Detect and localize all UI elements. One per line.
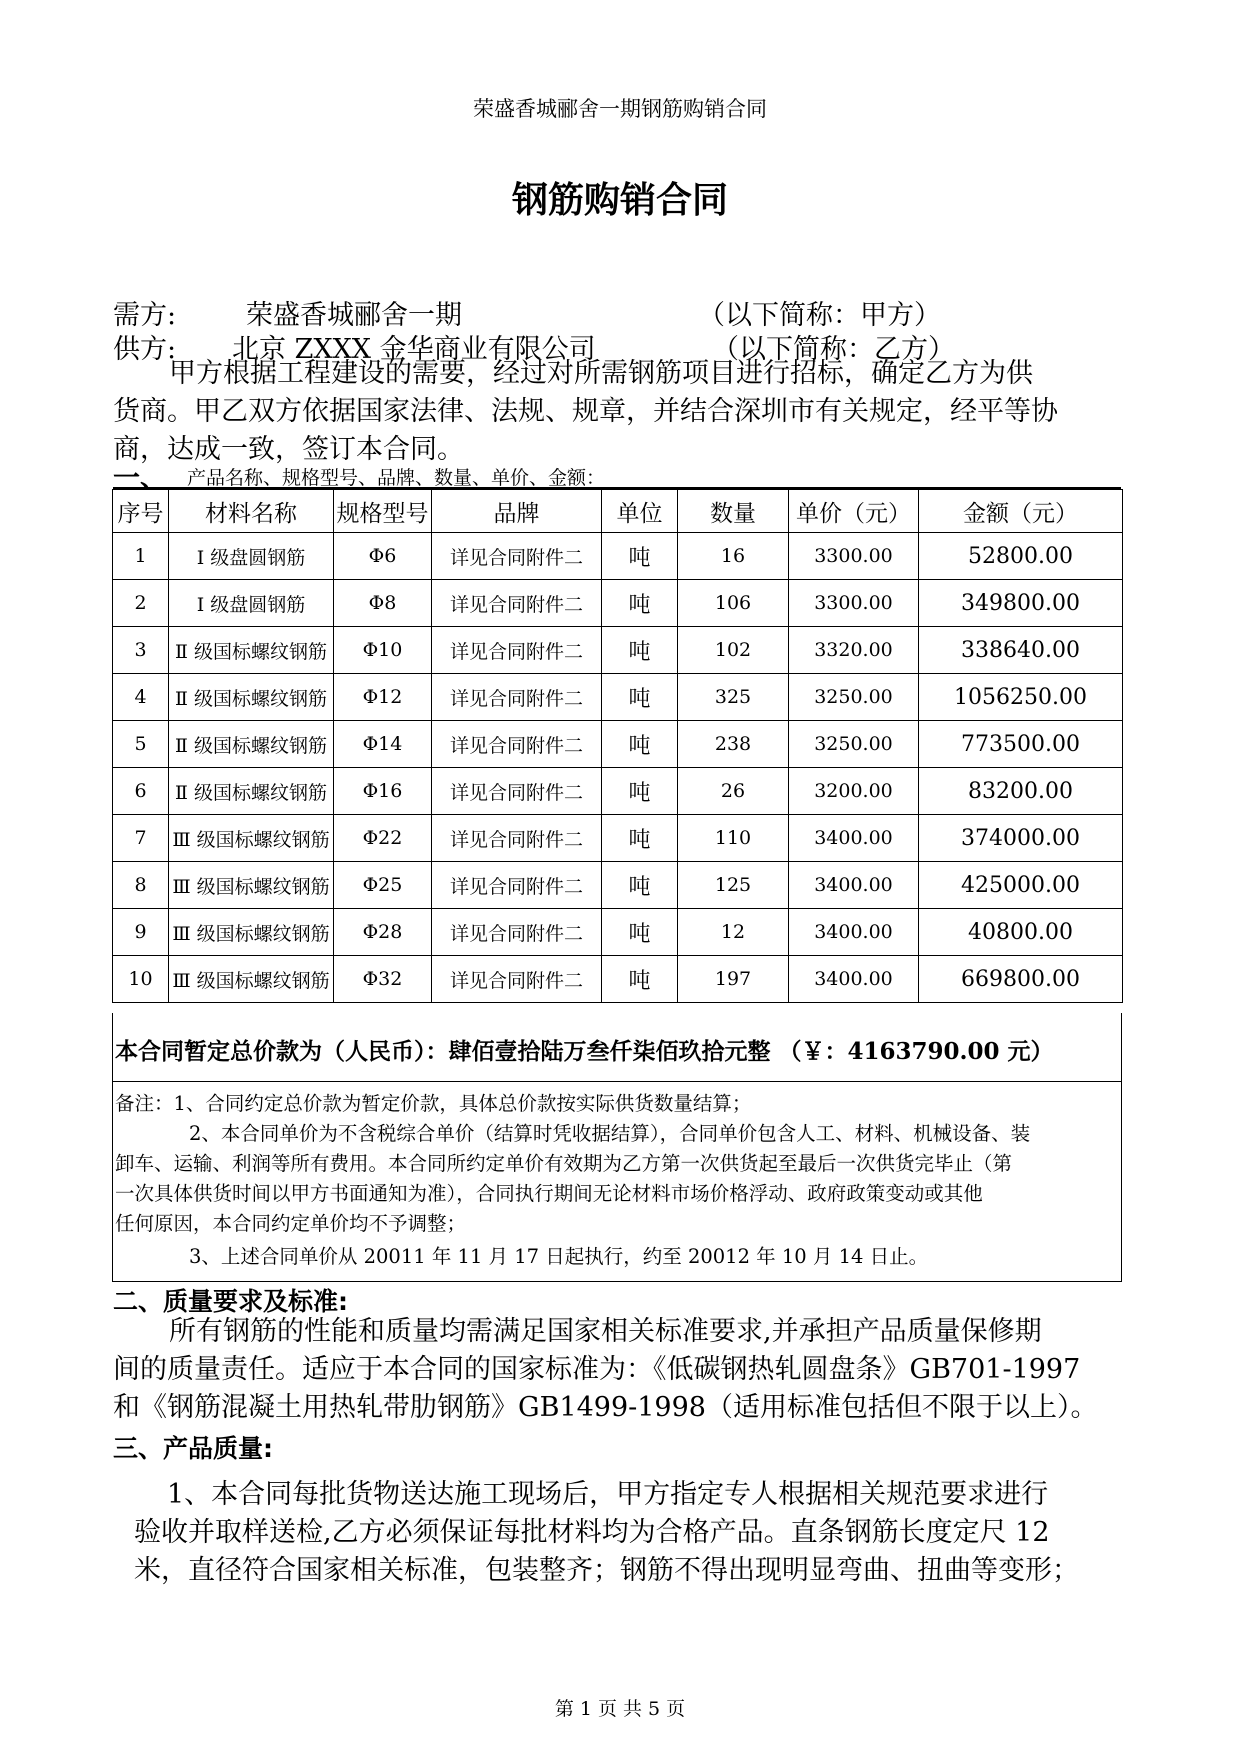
cell-spec: Φ32 [334,956,432,1003]
cell-amount: 669800.00 [919,956,1123,1003]
page-footer: 第 1 页 共 5 页 [554,1698,686,1720]
cell-quantity: 106 [678,580,789,627]
items-table [112,489,1123,1003]
cell-unit: 吨 [602,768,678,815]
note-line-6: 3、上述合同单价从 20011 年 11 月 17 日起执行，约至 20012 年 10 月 14 日止。 [189,1245,929,1268]
table-row [113,721,1123,768]
cell-unit: 吨 [602,533,678,580]
cell-index: 10 [113,956,169,1003]
cell-brand: 详见合同附件二 [432,956,602,1003]
buyer-name: 荣盛香城郦舍一期 [246,300,462,331]
cell-brand: 详见合同附件二 [432,674,602,721]
total-price-text: 本合同暂定总价款为（人民币）：肆佰壹拾陆万叁仟柒佰玖拾元整 （￥：4163790.00 元） [115,1038,1054,1065]
cell-index: 8 [113,862,169,909]
seller-label: 供方: [113,334,177,365]
cell-unit-price: 3300.00 [789,533,919,580]
cell-quantity: 238 [678,721,789,768]
cell-spec: Φ25 [334,862,432,909]
table-row [113,815,1123,862]
cell-unit: 吨 [602,909,678,956]
col-header-brand: 品牌 [432,490,602,533]
col-header-material: 材料名称 [169,490,334,533]
buyer-label: 需方: [113,300,177,331]
note-line-5: 任何原因，本合同约定单价均不予调整； [115,1212,467,1235]
cell-unit-price: 3250.00 [789,674,919,721]
note-line-2: 2、本合同单价为不含税综合单价（结算时凭收据结算），合同单价包含人工、材料、机械设备、装 [189,1122,1031,1145]
cell-index: 5 [113,721,169,768]
section-3-heading: 三、产品质量: [113,1434,273,1463]
cell-index: 7 [113,815,169,862]
cell-spec: Φ6 [334,533,432,580]
cell-spec: Φ12 [334,674,432,721]
cell-index: 3 [113,627,169,674]
col-header-quantity: 数量 [678,490,789,533]
cell-quantity: 197 [678,956,789,1003]
notes-box [112,1081,1122,1282]
cell-material: Ⅱ 级国标螺纹钢筋 [169,721,334,768]
cell-amount: 349800.00 [919,580,1123,627]
cell-index: 1 [113,533,169,580]
cell-unit-price: 3400.00 [789,909,919,956]
section-2-line-1: 所有钢筋的性能和质量均需满足国家相关标准要求,并承担产品质量保修期 [169,1316,1042,1347]
cell-unit: 吨 [602,721,678,768]
note-line-1: 备注：1、合同约定总价款为暂定价款，具体总价款按实际供货数量结算； [115,1092,752,1115]
intro-line-2: 货商。甲乙双方依据国家法律、法规、规章，并结合深圳市有关规定，经平等协 [113,396,1058,427]
cell-unit-price: 3300.00 [789,580,919,627]
total-price-row [112,1013,1122,1082]
seller-alias: （以下简称：乙方） [712,334,955,365]
cell-material: Ⅲ 级国标螺纹钢筋 [169,862,334,909]
cell-amount: 374000.00 [919,815,1123,862]
cell-brand: 详见合同附件二 [432,862,602,909]
cell-index: 4 [113,674,169,721]
table-header-row [113,490,1123,533]
cell-unit: 吨 [602,815,678,862]
col-header-unit-price: 单价（元） [789,490,919,533]
cell-amount: 52800.00 [919,533,1123,580]
cell-brand: 详见合同附件二 [432,768,602,815]
cell-quantity: 110 [678,815,789,862]
table-row [113,768,1123,815]
col-header-amount: 金额（元） [919,490,1123,533]
intro-line-3: 商，达成一致，签订本合同。 [113,434,464,465]
cell-amount: 83200.00 [919,768,1123,815]
buyer-alias: （以下简称：甲方） [698,300,941,331]
cell-material: Ⅲ 级国标螺纹钢筋 [169,956,334,1003]
cell-material: Ⅲ 级国标螺纹钢筋 [169,815,334,862]
section-2-line-2: 间的质量责任。适应于本合同的国家标准为：《低碳钢热轧圆盘条》GB701-1997 [113,1354,1081,1385]
cell-unit-price: 3250.00 [789,721,919,768]
cell-material: Ⅱ 级国标螺纹钢筋 [169,627,334,674]
table-row [113,580,1123,627]
cell-unit: 吨 [602,862,678,909]
cell-unit-price: 3400.00 [789,956,919,1003]
cell-brand: 详见合同附件二 [432,721,602,768]
cell-index: 6 [113,768,169,815]
col-header-unit: 单位 [602,490,678,533]
cell-brand: 详见合同附件二 [432,580,602,627]
col-header-spec: 规格型号 [334,490,432,533]
section-1-number: 一、 [113,463,167,494]
cell-material: Ⅱ 级国标螺纹钢筋 [169,674,334,721]
cell-brand: 详见合同附件二 [432,815,602,862]
cell-quantity: 125 [678,862,789,909]
section-3-line-2: 验收并取样送检,乙方必须保证每批材料均为合格产品。直条钢筋长度定尺 12 [134,1517,1050,1548]
cell-quantity: 16 [678,533,789,580]
table-row [113,956,1123,1003]
cell-unit-price: 3400.00 [789,862,919,909]
cell-material: Ⅱ 级国标螺纹钢筋 [169,768,334,815]
section-2-heading: 二、质量要求及标准: [113,1287,348,1316]
section-3-line-1: 1、本合同每批货物送达施工现场后，甲方指定专人根据相关规范要求进行 [167,1479,1049,1510]
table-row [113,627,1123,674]
cell-amount: 338640.00 [919,627,1123,674]
cell-material: Ⅰ 级盘圆钢筋 [169,580,334,627]
cell-unit-price: 3200.00 [789,768,919,815]
document-header: 荣盛香城郦舍一期钢筋购销合同 [473,97,767,121]
table-row [113,674,1123,721]
cell-amount: 425000.00 [919,862,1123,909]
cell-amount: 1056250.00 [919,674,1123,721]
section-1-text: 产品名称、规格型号、品牌、数量、单价、金额： [187,467,606,489]
cell-unit: 吨 [602,580,678,627]
table-row [113,533,1123,580]
cell-unit: 吨 [602,674,678,721]
cell-material: Ⅰ 级盘圆钢筋 [169,533,334,580]
cell-spec: Φ22 [334,815,432,862]
cell-unit-price: 3320.00 [789,627,919,674]
table-row [113,909,1123,956]
cell-quantity: 102 [678,627,789,674]
cell-index: 2 [113,580,169,627]
seller-name: 北京 ZXXX 金华商业有限公司 [232,334,596,365]
cell-unit: 吨 [602,956,678,1003]
section-1-heading [113,463,1121,494]
cell-spec: Φ14 [334,721,432,768]
note-line-4: 一次具体供货时间以甲方书面通知为准），合同执行期间无论材料市场价格浮动、政府政策变动或其他 [115,1182,983,1205]
items-table-body [113,533,1123,1003]
cell-material: Ⅲ 级国标螺纹钢筋 [169,909,334,956]
cell-quantity: 26 [678,768,789,815]
col-header-index: 序号 [113,490,169,533]
cell-index: 9 [113,909,169,956]
cell-spec: Φ28 [334,909,432,956]
cell-amount: 773500.00 [919,721,1123,768]
section-3-line-3: 米，直径符合国家相关标准，包装整齐；钢筋不得出现明显弯曲、扭曲等变形； [134,1555,1079,1586]
cell-spec: Φ10 [334,627,432,674]
cell-brand: 详见合同附件二 [432,909,602,956]
cell-unit: 吨 [602,627,678,674]
cell-amount: 40800.00 [919,909,1123,956]
cell-spec: Φ8 [334,580,432,627]
cell-quantity: 12 [678,909,789,956]
cell-spec: Φ16 [334,768,432,815]
section-2-line-3: 和《钢筋混凝土用热轧带肋钢筋》GB1499-1998（适用标准包括但不限于以上）。 [113,1392,1098,1423]
intro-line-1: 甲方根据工程建设的需要，经过对所需钢筋项目进行招标，确定乙方为供 [169,358,1033,389]
cell-brand: 详见合同附件二 [432,533,602,580]
cell-unit-price: 3400.00 [789,815,919,862]
document-title: 钢筋购销合同 [511,180,728,221]
cell-brand: 详见合同附件二 [432,627,602,674]
note-line-3: 卸车、运输、利润等所有费用。本合同所约定单价有效期为乙方第一次供货起至最后一次供货完毕止（第 [115,1152,1013,1175]
table-row [113,862,1123,909]
cell-quantity: 325 [678,674,789,721]
